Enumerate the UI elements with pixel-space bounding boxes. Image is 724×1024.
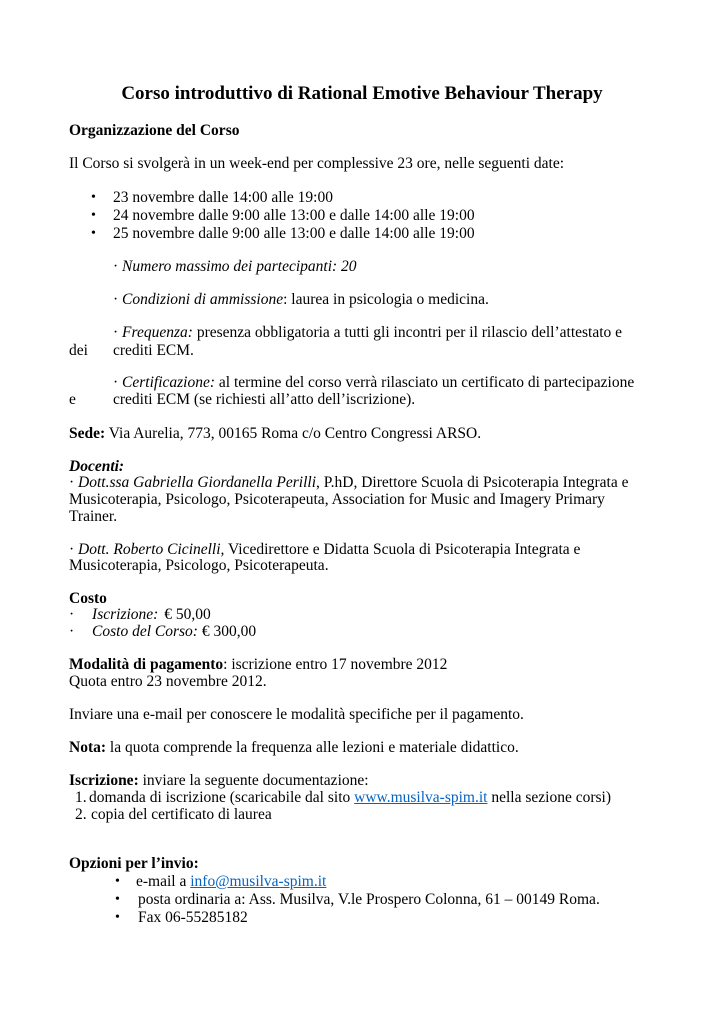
certificazione-prefix: e bbox=[69, 391, 76, 408]
docente-2-text: Vicedirettore e Didatta Scuola di Psicoterapia Integrata e bbox=[224, 541, 581, 558]
certificazione-label: Certificazione: bbox=[122, 374, 216, 391]
condizioni-line bbox=[113, 291, 489, 308]
mid-dot: · bbox=[113, 291, 119, 308]
condizioni-label: Condizioni di ammissione bbox=[122, 291, 284, 308]
sede-text: Via Aurelia, 773, 00165 Roma c/o Centro Congressi ARSO. bbox=[105, 425, 482, 442]
costo-corso-label: Costo del Corso: bbox=[92, 623, 198, 640]
bullet-icon: • bbox=[115, 892, 120, 907]
costo-heading: Costo bbox=[69, 590, 107, 607]
costo-corso-line bbox=[69, 623, 256, 640]
iscrizione-item-1-text: domanda di iscrizione (scaricabile dal sito bbox=[89, 789, 355, 806]
iscrizione-item-number: 1. bbox=[75, 789, 87, 806]
mid-dot: · bbox=[69, 541, 75, 558]
opzione-fax: Fax 06-55285182 bbox=[138, 909, 248, 926]
document-title: Corso introduttivo di Rational Emotive Behaviour Therapy bbox=[121, 83, 603, 104]
certificazione-line bbox=[113, 374, 634, 391]
mid-dot: · bbox=[69, 606, 75, 623]
mid-dot: · bbox=[113, 324, 119, 341]
numero-massimo-line bbox=[113, 258, 357, 275]
organizzazione-heading: Organizzazione del Corso bbox=[69, 122, 240, 139]
iscrizione-text: inviare la seguente documentazione: bbox=[138, 772, 369, 789]
docente-1-line2: Musicoterapia, Psicologo, Psicoterapeuta, Association for Music and Imagery Primary bbox=[69, 491, 605, 508]
opzioni-heading: Opzioni per l’invio: bbox=[69, 855, 199, 872]
website-link[interactable]: www.musilva-spim.it bbox=[354, 789, 488, 806]
costo-iscrizione-label: Iscrizione: bbox=[92, 606, 159, 623]
opzione-email-prefix: e-mail a bbox=[136, 873, 191, 890]
docente-2-line bbox=[69, 541, 580, 558]
pagamento-text: : iscrizione entro 17 novembre 2012 bbox=[223, 656, 448, 673]
iscrizione-item-1-after: nella sezione corsi) bbox=[487, 789, 611, 806]
bullet-icon: • bbox=[91, 208, 96, 223]
email-link[interactable]: info@musilva-spim.it bbox=[190, 873, 327, 890]
docente-1-line3: Trainer. bbox=[69, 508, 118, 525]
frequenza-label: Frequenza: bbox=[122, 324, 193, 341]
docente-1-line bbox=[69, 474, 629, 491]
frequenza-text-cont: crediti ECM. bbox=[113, 342, 194, 359]
bullet-icon: • bbox=[115, 910, 120, 925]
nota-label: Nota: bbox=[69, 739, 107, 756]
certificazione-text-cont: crediti ECM (se richiesti all’atto dell’iscrizione). bbox=[113, 391, 416, 408]
frequenza-text: presenza obbligatoria a tutti gli incontri per il rilascio dell’attestato e bbox=[192, 324, 623, 341]
mid-dot: · bbox=[69, 623, 75, 640]
mid-dot: · bbox=[113, 374, 119, 391]
opzione-posta: posta ordinaria a: Ass. Musilva, V.le Prospero Colonna, 61 – 00149 Roma. bbox=[138, 891, 600, 908]
date-item: 25 novembre dalle 9:00 alle 13:00 e dalle 14:00 alle 19:00 bbox=[113, 225, 475, 242]
docente-1-name: Dott.ssa Gabriella Giordanella Perilli bbox=[78, 474, 316, 491]
costo-corso-value: € 300,00 bbox=[201, 623, 257, 640]
date-item: 24 novembre dalle 9:00 alle 13:00 e dalle 14:00 alle 19:00 bbox=[113, 207, 475, 224]
docente-2-line2: Musicoterapia, Psicologo, Psicoterapeuta. bbox=[69, 557, 329, 574]
pagamento-label: Modalità di pagamento bbox=[69, 656, 224, 673]
frequenza-prefix: dei bbox=[69, 342, 88, 359]
mid-dot: · bbox=[113, 258, 119, 275]
sede-label: Sede: bbox=[69, 425, 106, 442]
certificazione-text: al termine del corso verrà rilasciato un certificato di partecipazione bbox=[215, 374, 635, 391]
costo-iscrizione-value: € 50,00 bbox=[164, 606, 211, 623]
docente-1-text: , P.hD, Direttore Scuola di Psicoterapia Integrata e bbox=[316, 474, 629, 491]
iscrizione-item-1 bbox=[89, 789, 611, 806]
bullet-icon: • bbox=[91, 190, 96, 205]
organizzazione-intro: Il Corso si svolgerà in un week-end per complessive 23 ore, nelle seguenti date: bbox=[69, 155, 565, 172]
bullet-icon: • bbox=[115, 874, 120, 889]
opzione-email bbox=[136, 873, 326, 890]
mid-dot: · bbox=[69, 474, 75, 491]
nota-line bbox=[69, 739, 519, 756]
pagamento-email-note: Inviare una e-mail per conoscere le modalità specifiche per il pagamento. bbox=[69, 706, 524, 723]
iscrizione-label: Iscrizione: bbox=[69, 772, 139, 789]
sede-line bbox=[69, 425, 481, 442]
frequenza-line bbox=[113, 324, 622, 341]
iscrizione-item-number: 2. bbox=[75, 806, 87, 823]
nota-text: la quota comprende la frequenza alle lezioni e materiale didattico. bbox=[106, 739, 519, 756]
pagamento-line2: Quota entro 23 novembre 2012. bbox=[69, 673, 267, 690]
iscrizione-item-2: copia del certificato di laurea bbox=[91, 806, 272, 823]
costo-iscrizione-line bbox=[69, 606, 211, 623]
docente-2-name: Dott. Roberto Cicinelli, bbox=[78, 541, 225, 558]
date-item: 23 novembre dalle 14:00 alle 19:00 bbox=[113, 189, 333, 206]
numero-massimo: Numero massimo dei partecipanti: 20 bbox=[122, 258, 357, 275]
iscrizione-line bbox=[69, 772, 369, 789]
condizioni-text: : laurea in psicologia o medicina. bbox=[283, 291, 489, 308]
bullet-icon: • bbox=[91, 226, 96, 241]
docenti-heading: Docenti: bbox=[69, 458, 125, 475]
pagamento-line bbox=[69, 656, 447, 673]
